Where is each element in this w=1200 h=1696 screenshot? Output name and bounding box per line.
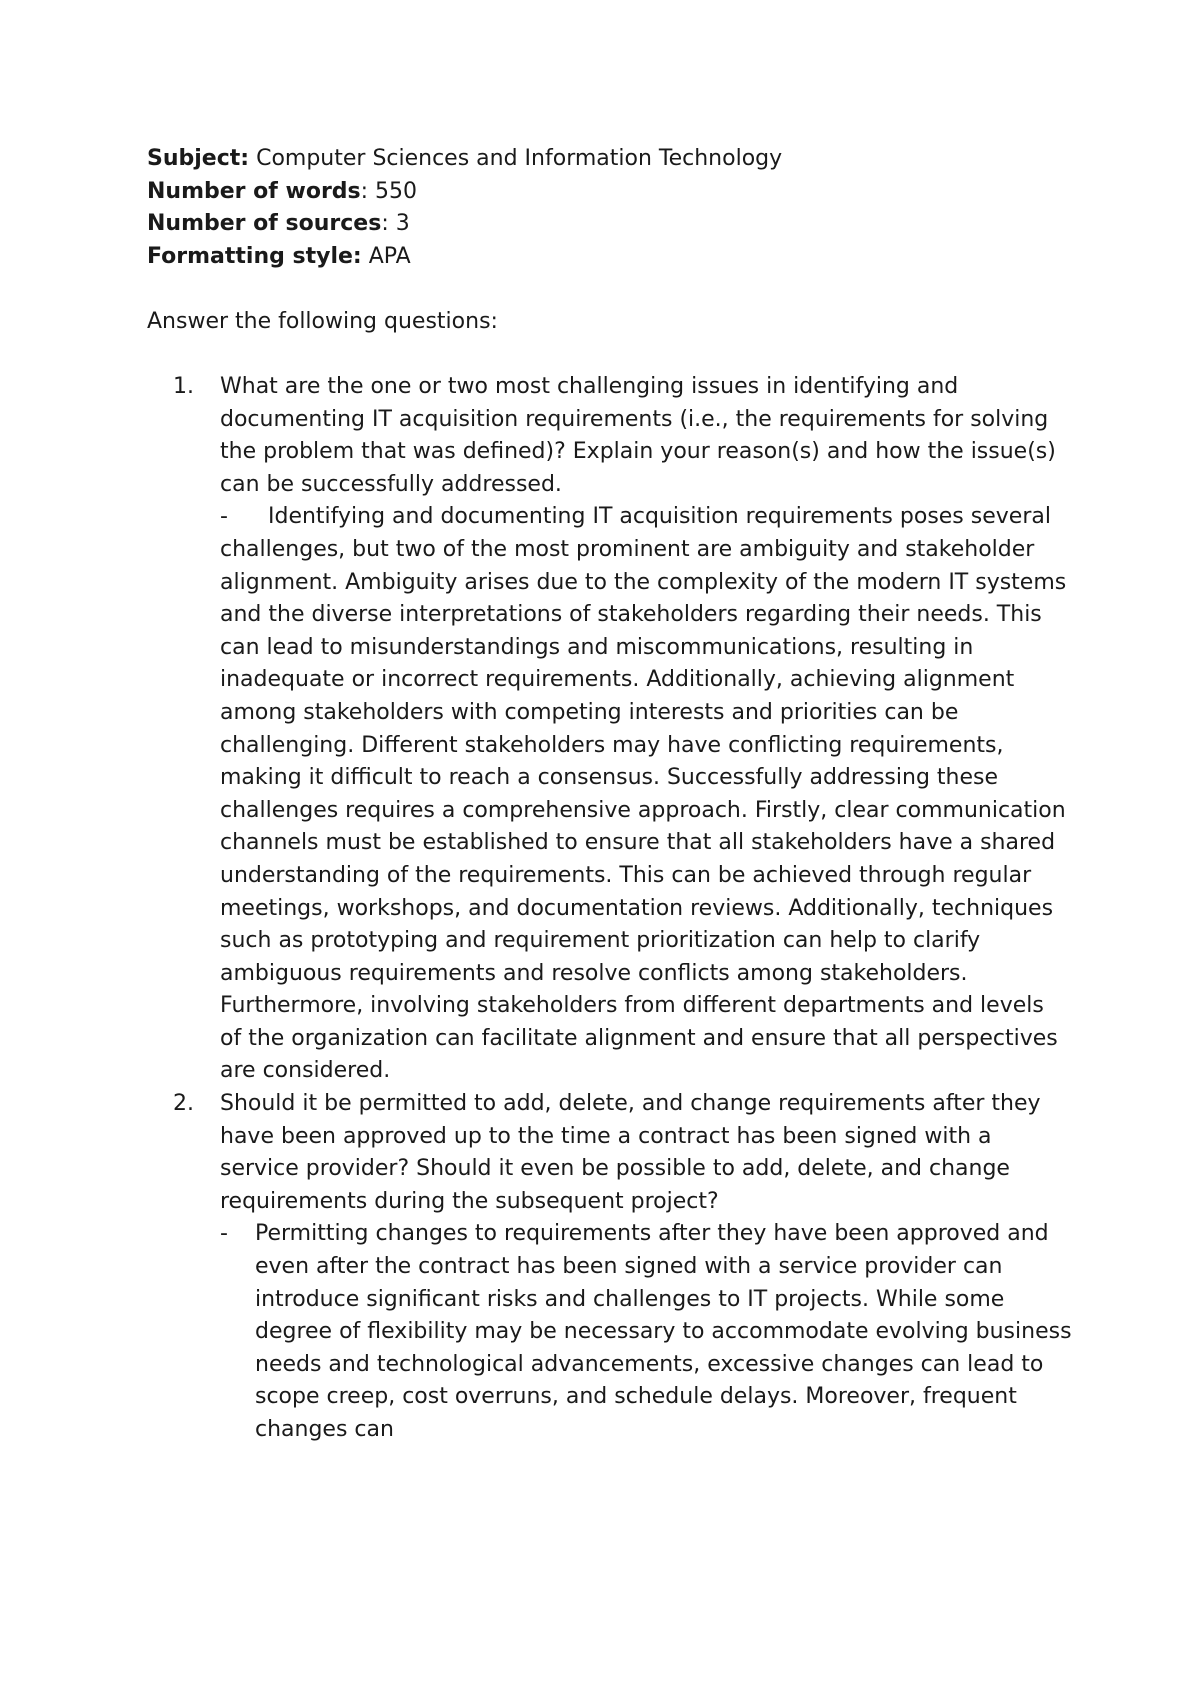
formatting-style-value: APA — [368, 243, 411, 269]
formatting-style-label: Formatting style: — [147, 243, 362, 269]
question-number: 1. — [173, 374, 194, 399]
bullet-dash: - — [220, 1221, 228, 1247]
question-text: Should it be permitted to add, delete, and change requirements after they have been approved up to the time a contract has been signed with a service provider? Should it even be possible to add, delete, and change requirements during the subsequent project? — [220, 1091, 1041, 1214]
question-item — [147, 371, 1072, 1088]
source-count-line — [147, 208, 1087, 241]
assignment-details — [147, 143, 1087, 273]
source-count-value: : 3 — [381, 211, 410, 237]
source-count-label: Number of sources — [147, 211, 382, 237]
question-number: 2. — [173, 1091, 194, 1117]
answer-text: Identifying and documenting IT acquisition requirements poses several challenges, but two of the most prominent are ambiguity and stakeholder alignment. Ambiguity arises due to the complexity of the modern IT systems and the diverse interpretations of stakeholders regarding their needs. This can lead to misunderstandings and miscommunications, resulting in inadequate or incorrect requirements. Additionally, achieving alignment among stakeholders with competing interests and priorities can be challenging. Different stakeholders may have conflicting requirements, making it difficult to reach a consensus. Successfully addressing these challenges requires a comprehensive approach. Firstly, clear communication channels must be established to ensure that all stakeholders have a shared understanding of the requirements. This can be achieved through regular meetings, workshops, and documentation reviews. Additionally, techniques such as prototyping and requirement prioritization can help to clarify ambiguous requirements and resolve conflicts among stakeholders. Furthermore, involving stakeholders from different departments and levels of the organization can facilitate alignment and ensure that all perspectives are considered. — [220, 504, 1067, 1084]
answer-paragraph — [220, 1218, 1072, 1446]
subject-label: Subject: — [147, 146, 250, 171]
question-item — [147, 1088, 1072, 1447]
question-list — [147, 371, 1072, 1447]
answer-text: Permitting changes to requirements after they have been approved and even after the contract has been signed with a service provider can introduce significant risks and challenges to IT projects. While some degree of flexibility may be necessary to accommodate evolving business needs and technological advancements, excessive changes can lead to scope creep, cost overruns, and schedule delays. Moreover, frequent changes can — [255, 1221, 1072, 1442]
word-count-label: Number of words — [147, 178, 361, 204]
answer-paragraph — [220, 501, 1072, 1088]
bullet-dash: - — [220, 504, 228, 530]
instructions-text: Answer the following questions: — [147, 309, 498, 334]
formatting-style-line — [147, 241, 1087, 274]
subject-line — [147, 143, 1087, 176]
subject-value: Computer Sciences and Information Technology — [256, 146, 783, 171]
word-count-value: : 550 — [360, 178, 418, 204]
word-count-line — [147, 176, 1087, 209]
question-text: What are the one or two most challenging issues in identifying and documenting IT acquisition requirements (i.e., the requirements for solving the problem that was defined)? Explain your reason(s) and how the issue(s) can be successfully addressed. — [220, 374, 1056, 497]
